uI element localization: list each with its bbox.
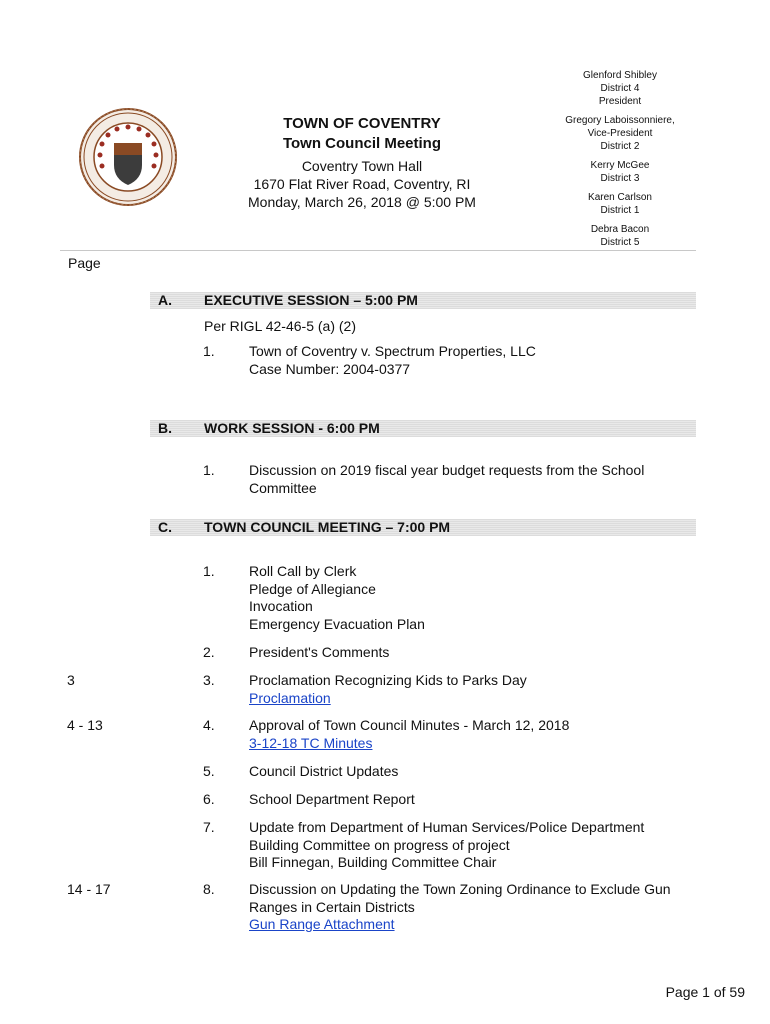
council-member: Debra Bacon District 5 — [590, 224, 650, 248]
meeting-venue: Coventry Town Hall — [301, 158, 423, 174]
council-member: Kerry McGee District 3 — [590, 160, 650, 184]
section-title: TOWN COUNCIL MEETING – 7:00 PM — [204, 519, 451, 535]
section-letter: A. — [158, 292, 172, 308]
exec-session-note: Per RIGL 42-46-5 (a) (2) — [204, 318, 356, 334]
town-seal-logo — [78, 107, 178, 207]
item-number: 6. — [203, 791, 215, 807]
item-number: 7. — [203, 819, 215, 835]
council-member: Glenford Shibley District 4 President — [583, 70, 657, 107]
agenda-item-c8: Discussion on Updating the Town Zoning Ordinance to Exclude Gun Ranges in Certain Districts Gun Range Attachment — [249, 881, 671, 932]
agenda-item-c2: President's Comments — [249, 644, 390, 660]
section-title: EXECUTIVE SESSION – 5:00 PM — [204, 292, 418, 308]
item-number: 3. — [203, 672, 215, 688]
page-footer: Page 1 of 59 — [665, 984, 745, 1000]
item-number: 8. — [203, 881, 215, 897]
section-letter: C. — [158, 519, 172, 535]
council-member-list — [540, 69, 700, 255]
header-divider — [60, 250, 696, 251]
town-title: TOWN OF COVENTRY — [283, 115, 441, 132]
agenda-item-c6: School Department Report — [249, 791, 415, 807]
meeting-address: 1670 Flat River Road, Coventry, RI — [253, 176, 471, 192]
agenda-item-c1: Roll Call by Clerk Pledge of Allegiance Invocation Emergency Evacuation Plan — [249, 563, 425, 632]
section-title: WORK SESSION - 6:00 PM — [204, 420, 380, 436]
meeting-datetime: Monday, March 26, 2018 @ 5:00 PM — [248, 194, 476, 210]
item-number: 5. — [203, 763, 215, 779]
agenda-item-c5: Council District Updates — [249, 763, 399, 779]
proclamation-link[interactable]: Proclamation — [249, 689, 331, 706]
agenda-item-c3: Proclamation Recognizing Kids to Parks Day Proclamation — [249, 672, 527, 706]
section-a-header — [150, 292, 696, 309]
agenda-item-a1: Town of Coventry v. Spectrum Properties, LLC Case Number: 2004-0377 — [249, 343, 536, 377]
meeting-title: Town Council Meeting — [282, 135, 442, 152]
item-number: 1. — [203, 343, 215, 359]
agenda-item-c7: Update from Department of Human Services/Police Department Building Committee on progress of project Bill Finnegan, Building Committee Chair — [249, 819, 645, 870]
page-ref: 3 — [67, 672, 75, 688]
item-number: 1. — [203, 563, 215, 579]
council-member: Karen Carlson District 1 — [588, 192, 652, 216]
tc-minutes-link[interactable]: 3-12-18 TC Minutes — [249, 734, 373, 751]
item-number: 2. — [203, 644, 215, 660]
page-ref: 4 - 13 — [67, 717, 103, 733]
agenda-item-b1: Discussion on 2019 fiscal year budget requests from the School Committee — [249, 462, 645, 496]
page-column-label: Page — [68, 255, 101, 271]
meeting-header — [235, 114, 489, 211]
item-number: 4. — [203, 717, 215, 733]
gun-range-attachment-link[interactable]: Gun Range Attachment — [249, 916, 395, 932]
section-c-header — [150, 519, 696, 536]
section-letter: B. — [158, 420, 172, 436]
page-ref: 14 - 17 — [67, 881, 111, 897]
item-number: 1. — [203, 462, 215, 478]
agenda-item-c4: Approval of Town Council Minutes - March 12, 2018 3-12-18 TC Minutes — [249, 717, 570, 751]
section-b-header — [150, 420, 696, 437]
council-member: Gregory Laboissonniere, Vice-President District 2 — [565, 115, 675, 152]
